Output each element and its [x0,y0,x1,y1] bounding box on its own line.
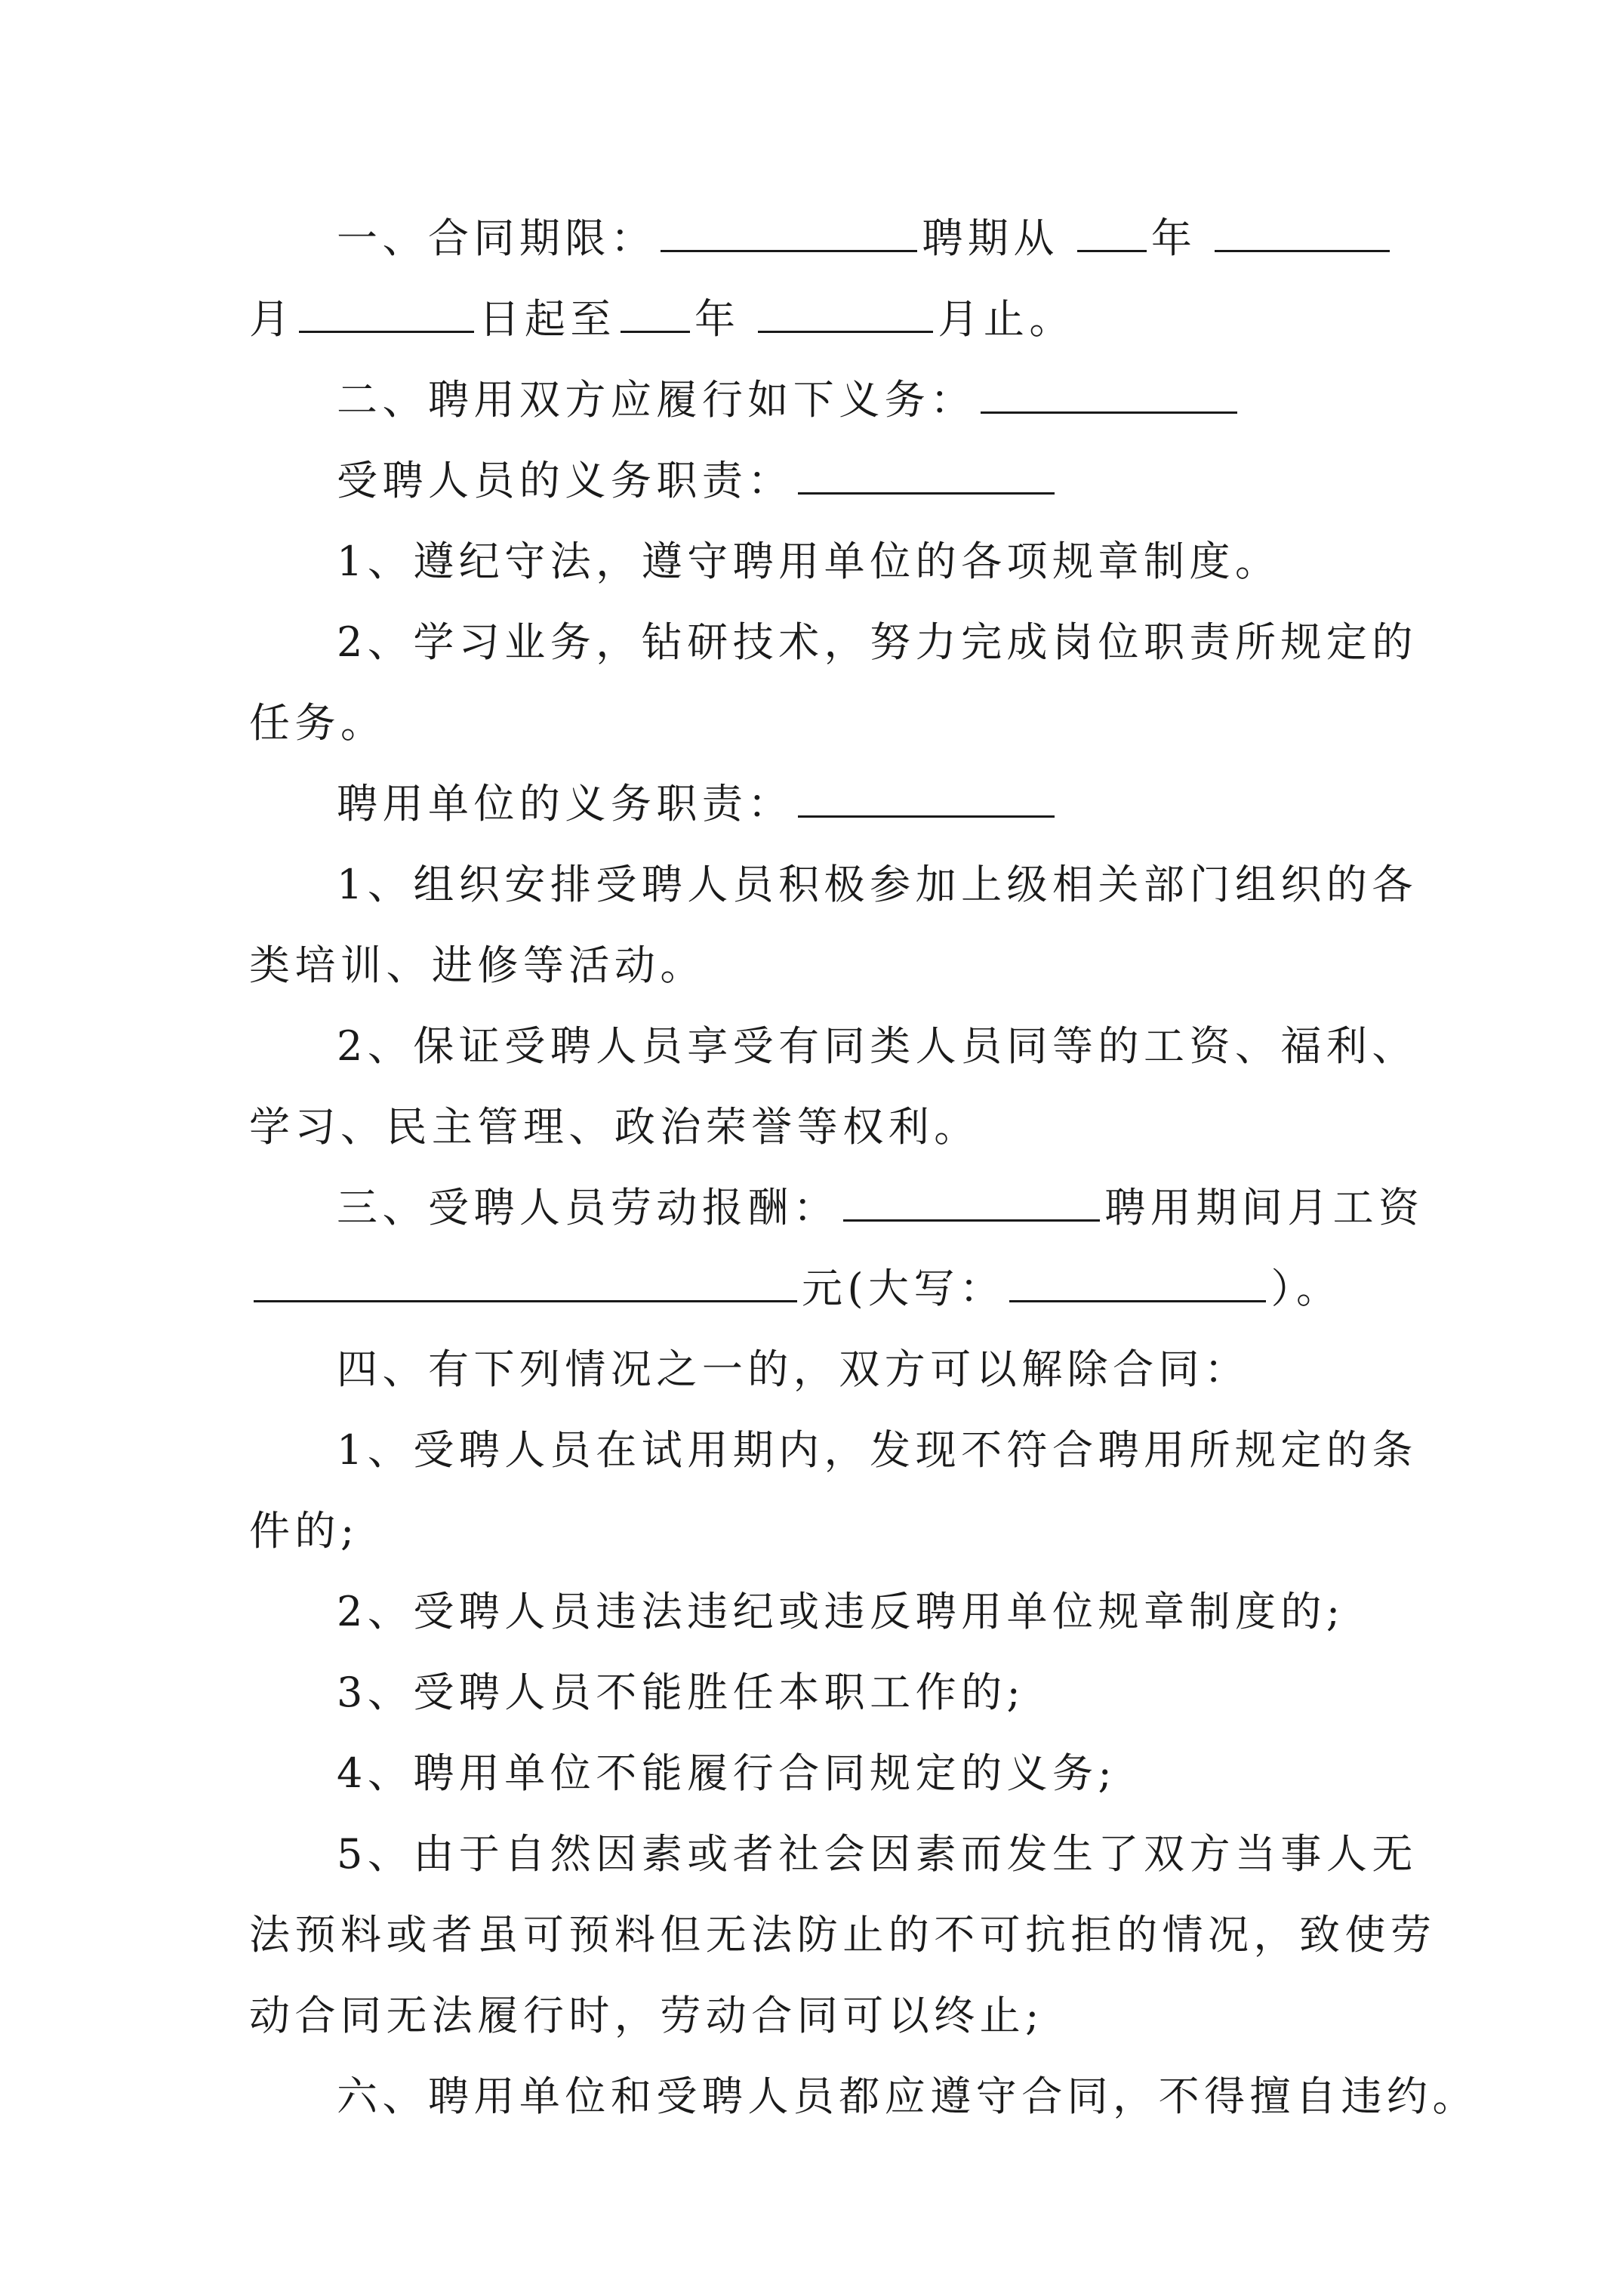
compensation-blank[interactable] [843,1182,1100,1222]
salary-uppercase-blank[interactable] [1009,1263,1266,1302]
start-month-label: 月 [249,295,295,343]
day-from-label: 日起至 [479,295,616,343]
termination-item: 1、受聘人员在试用期内，发现不符合聘用所规定的条 [337,1426,1418,1474]
employee-duties-blank[interactable] [798,455,1055,495]
termination-item: 2、受聘人员违法违纪或违反聘用单位规章制度的; [337,1588,1345,1635]
end-month-blank[interactable] [758,294,933,333]
term-from-label: 聘期从 [922,214,1059,262]
employee-duty-item-cont: 任务。 [249,699,387,747]
start-year-label: 年 [1150,214,1197,262]
monthly-salary-label: 聘用期间月工资 [1104,1184,1424,1231]
employee-duties-title-text: 受聘人员的义务职责： [337,457,793,504]
termination-item-cont: 件的; [249,1507,359,1555]
end-year-blank[interactable] [621,294,690,333]
section-2-title [249,359,1397,440]
close-paren: ）。 [1270,1265,1342,1312]
termination-item: 3、受聘人员不能胜任本职工作的; [337,1669,1026,1716]
compensation-label: 三、受聘人员劳动报酬： [337,1184,839,1231]
section-2-blank[interactable] [981,374,1237,414]
section-6-text: 六、聘用单位和受聘人员都应遵守合同，不得擅自违约。 [337,2073,1478,2120]
section-1-line-1 [249,198,1397,279]
employer-duty-item: 1、组织安排受聘人员积极参加上级相关部门组织的各 [337,861,1418,908]
employee-duty-item: 1、遵纪守法，遵守聘用单位的各项规章制度。 [337,538,1281,585]
term-label: 一、合同期限： [337,214,657,262]
term-blank[interactable] [661,213,917,252]
employer-duty-item-cont: 学习、民主管理、政治荣誉等权利。 [249,1103,980,1151]
section-3-line-2 [249,1248,1397,1329]
start-day-blank[interactable] [299,294,474,333]
end-year-label: 年 [694,295,741,343]
employer-duty-item: 2、保证受聘人员享受有同类人员同等的工资、福利、 [337,1022,1418,1070]
start-year-blank[interactable] [1077,213,1147,252]
section-4-title: 四、有下列情况之一的，双方可以解除合同： [337,1345,1250,1393]
employee-duties-title [249,440,1397,521]
yuan-uppercase-label: 元(大写： [802,1265,1006,1312]
salary-amount-blank[interactable] [254,1263,797,1302]
employer-duty-item-cont: 类培训、进修等活动。 [249,942,706,989]
employer-duties-title-text: 聘用单位的义务职责： [337,780,793,827]
contract-page [249,198,1478,2137]
employee-duty-item: 2、学习业务，钻研技术，努力完成岗位职责所规定的 [337,618,1418,666]
employer-duties-title [249,763,1397,844]
section-1-line-2 [249,279,1397,359]
termination-item-cont: 法预料或者虽可预料但无法防止的不可抗拒的情况，致使劳 [249,1911,1437,1959]
start-month-blank[interactable] [1215,213,1390,252]
end-month-label: 月止。 [938,295,1075,343]
termination-item: 5、由于自然因素或者社会因素而发生了双方当事人无 [337,1830,1418,1878]
employer-duties-blank[interactable] [798,778,1055,818]
section-2-title-text: 二、聘用双方应履行如下义务： [337,376,976,424]
section-3-line-1 [249,1167,1424,1248]
termination-item: 4、聘用单位不能履行合同规定的义务; [337,1749,1117,1797]
termination-item-cont: 动合同无法履行时，劳动合同可以终止; [249,1992,1044,2039]
